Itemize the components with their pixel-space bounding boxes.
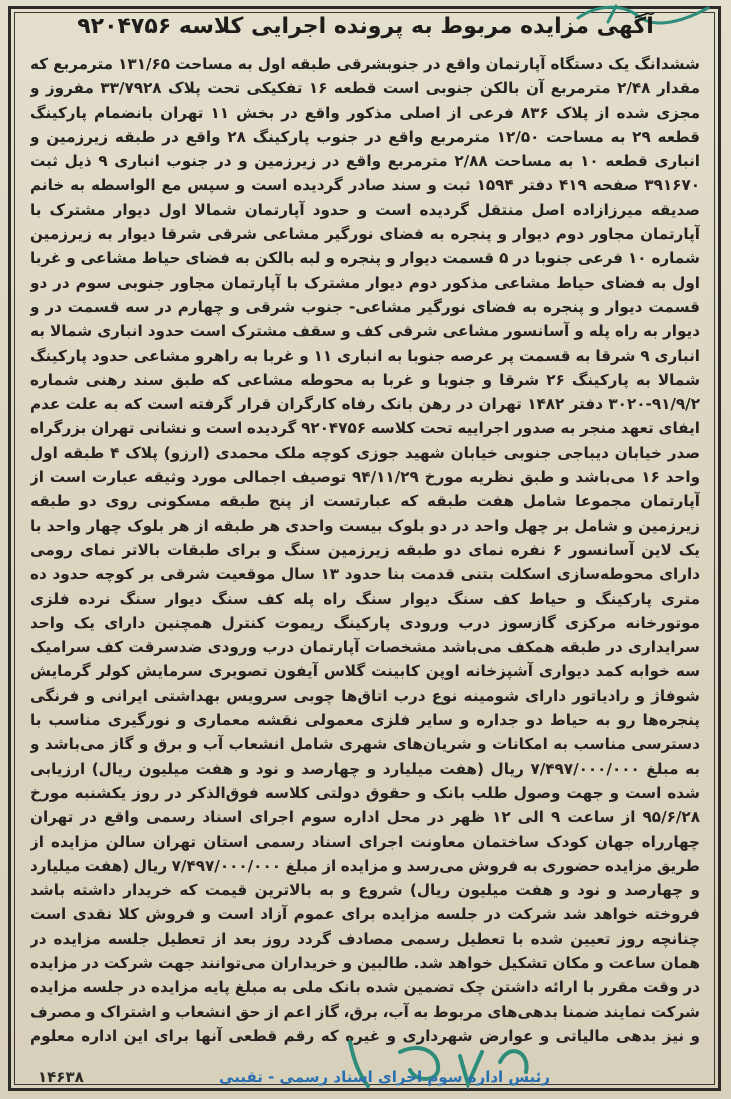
notice-footer	[30, 1066, 700, 1092]
signature-line: رئیس اداره سوم اجرای اسناد رسمی - تقیبی	[219, 1068, 550, 1086]
notice-body: ششدانگ یک دستگاه آپارتمان واقع در جنوبشرقی طبقه اول به مساحت ۱۳۱/۶۵ مترمربع که مقدار ۲/۴۸ مترمربع آن بالکن جنوبی است قطعه ۱۶ تفکیکی تحت پلاک ۳۳/۷۹۲۸ مفروز و مجزی شده از پلاک ۸۳۶ فرعی از اصلی مذکور واقع در بخش ۱۱ تهران بانضمام پارکینگ قطعه ۲۹ به مساحت ۱۲/۵۰ مترمربع واقع در جنوب پارکینگ ۲۸ واقع در طبقه زیرزمین و انباری قطعه ۱۰ به مساحت ۲/۸۸ مترمربع واقع در زیرزمین و در جنوب انباری ۹ ذیل ثبت ۳۹۱۶۷۰ صفحه ۴۱۹ دفتر ۱۵۹۴ ثبت و سند صادر گردیده است و سپس مع الواسطه به خانم صدیقه میرزازاده اصل منتقل گردیده است و حدود آپارتمان شمالا اول دیوار مشترک با آپارتمان مجاور دوم دیوار و پنجره به فضای نورگیر مشاعی شرقی شرقا دیوار به زیرزمین شماره ۱۰ فرعی جنوبا در ۵ قسمت دیوار و پنجره و لبه بالکن به فضای حیاط مشاعی و غربا اول به فضای حیاط مشاعی مذکور دوم دیوار مشترک با آپارتمان مجاور جنوبی سوم در دو قسمت دیوار و پنجره به فضای نورگیر مشاعی- جنوب شرقی و چهارم در سه قسمت در و دیوار به راه پله و آسانسور مشاعی شرقی کف و سقف مشترک است حدود انباری شمالا به انباری ۹ شرقا به قسمت پر عرصه جنوبا به انباری ۱۱ و غربا به راهرو مشاعی حدود پارکینگ شمالا به پارکینگ ۲۶ شرقا و جنوبا و غربا به محوطه مشاعی که طبق سند رهنی شماره ۹۱/۹/۲-۳۰۲۰ دفتر ۱۴۸۲ تهران در رهن بانک رفاه کارگران قرار گرفته است که به علت عدم ایفای تعهد منجر به صدور اجراییه تحت کلاسه ۹۲۰۴۷۵۶ گردیده است و نشانی تهران بزرگراه صدر خیابان دیباجی جنوبی خیابان شهید جوزی کوچه ملک محمدی (ارزو) پلاک ۴ طبقه اول واحد ۱۶ می‌باشد و طبق نظریه مورخ ۹۴/۱۱/۲۹ توصیف اجمالی مورد وثیقه عبارت است از آپارتمان مجموعا شامل هفت طبقه که عبارتست از پنج طبقه مسکونی روی دو طبقه زیرزمین و شامل بر چهل واحد در دو بلوک بیست واحدی هر طبقه از هر بلوک چهار واحد با یک لاین آسانسور ۶ نفره نمای دو طبقه زیرزمین سنگ و برای طبقات بالاتر نمای رومی دارای محوطه‌سازی اسکلت بتنی قدمت بنا حدود ۱۳ سال موقعیت شرقی بر کوچه حدود ده متری پارکینگ و حیاط کف سنگ دیوار سنگ راه پله کف سنگ دیوار سنگ نرده فلزی موتورخانه مرکزی گازسوز درب ورودی پارکینگ ریموت کنترل همچنین دارای یک واحد سرایداری در طبقه همکف می‌باشد مشخصات آپارتمان درب ورودی ضدسرقت کف سرامیک سه خوابه کمد دیواری آشپزخانه اوپن کابینت گلاس آیفون تصویری سرمایش کولر گرمایش شوفاژ و رادیاتور دارای شومینه نوع درب اتاق‌ها چوبی سرویس بهداشتی ایرانی و فرنگی پنجره‌ها رو به حیاط دو جداره و سایر فلزی معمولی نقشه معماری و نورگیری مناسب با دسترسی مناسب به امکانات و شریان‌های شهری شامل انشعاب آب و برق و گاز می‌باشد و به مبلغ ۷/۴۹۷/۰۰۰/۰۰۰ ریال (هفت میلیارد و چهارصد و نود و هفت میلیون ریال) ارزیابی شده است و جهت وصول طلب بانک و حقوق دولتی کلاسه فوق‌الذکر در روز یکشنبه مورخ ۹۵/۶/۲۸ از ساعت ۹ الی ۱۲ ظهر در محل اداره سوم اجرای اسناد رسمی واقع در تهران چهارراه جهان کودک ساختمان معاونت اجرای اسناد رسمی استان تهران سالن مزایده از طریق مزایده حضوری به فروش می‌رسد و مزایده از مبلغ ۷/۴۹۷/۰۰۰/۰۰۰ ریال (هفت میلیارد و چهارصد و نود و هفت میلیون ریال) شروع و به بالاترین قیمت که خریدار داشته باشد فروخته خواهد شد شرکت در جلسه مزایده برای عموم آزاد است و فروش کلا نقدی است چنانچه روز تعیین شده با تعطیل رسمی مصادف گردد روز بعد از تعطیل جلسه مزایده در همان ساعت و مکان تشکیل خواهد شد. طالبین و خریداران می‌توانند جهت شرکت در مزایده در وقت مقرر با ارائه داشتن چک تضمین شده بانک ملی به مبلغ پایه مزایده در جلسه مزایده شرکت نمایند ضمنا بدهی‌های مربوط به آب، برق، گاز اعم از حق انشعاب و اشتراک و مصرف و نیز بدهی مالیاتی و عوارض شهرداری و غیره که رقم قطعی آنها برای این اداره معلوم	[30, 55, 700, 1045]
notice-code: ۱۴۶۳۸	[38, 1068, 84, 1086]
notice-title: آگهی مزایده مربوط به پرونده اجرایی کلاسه ۹۲۰۴۷۵۶	[77, 14, 654, 39]
